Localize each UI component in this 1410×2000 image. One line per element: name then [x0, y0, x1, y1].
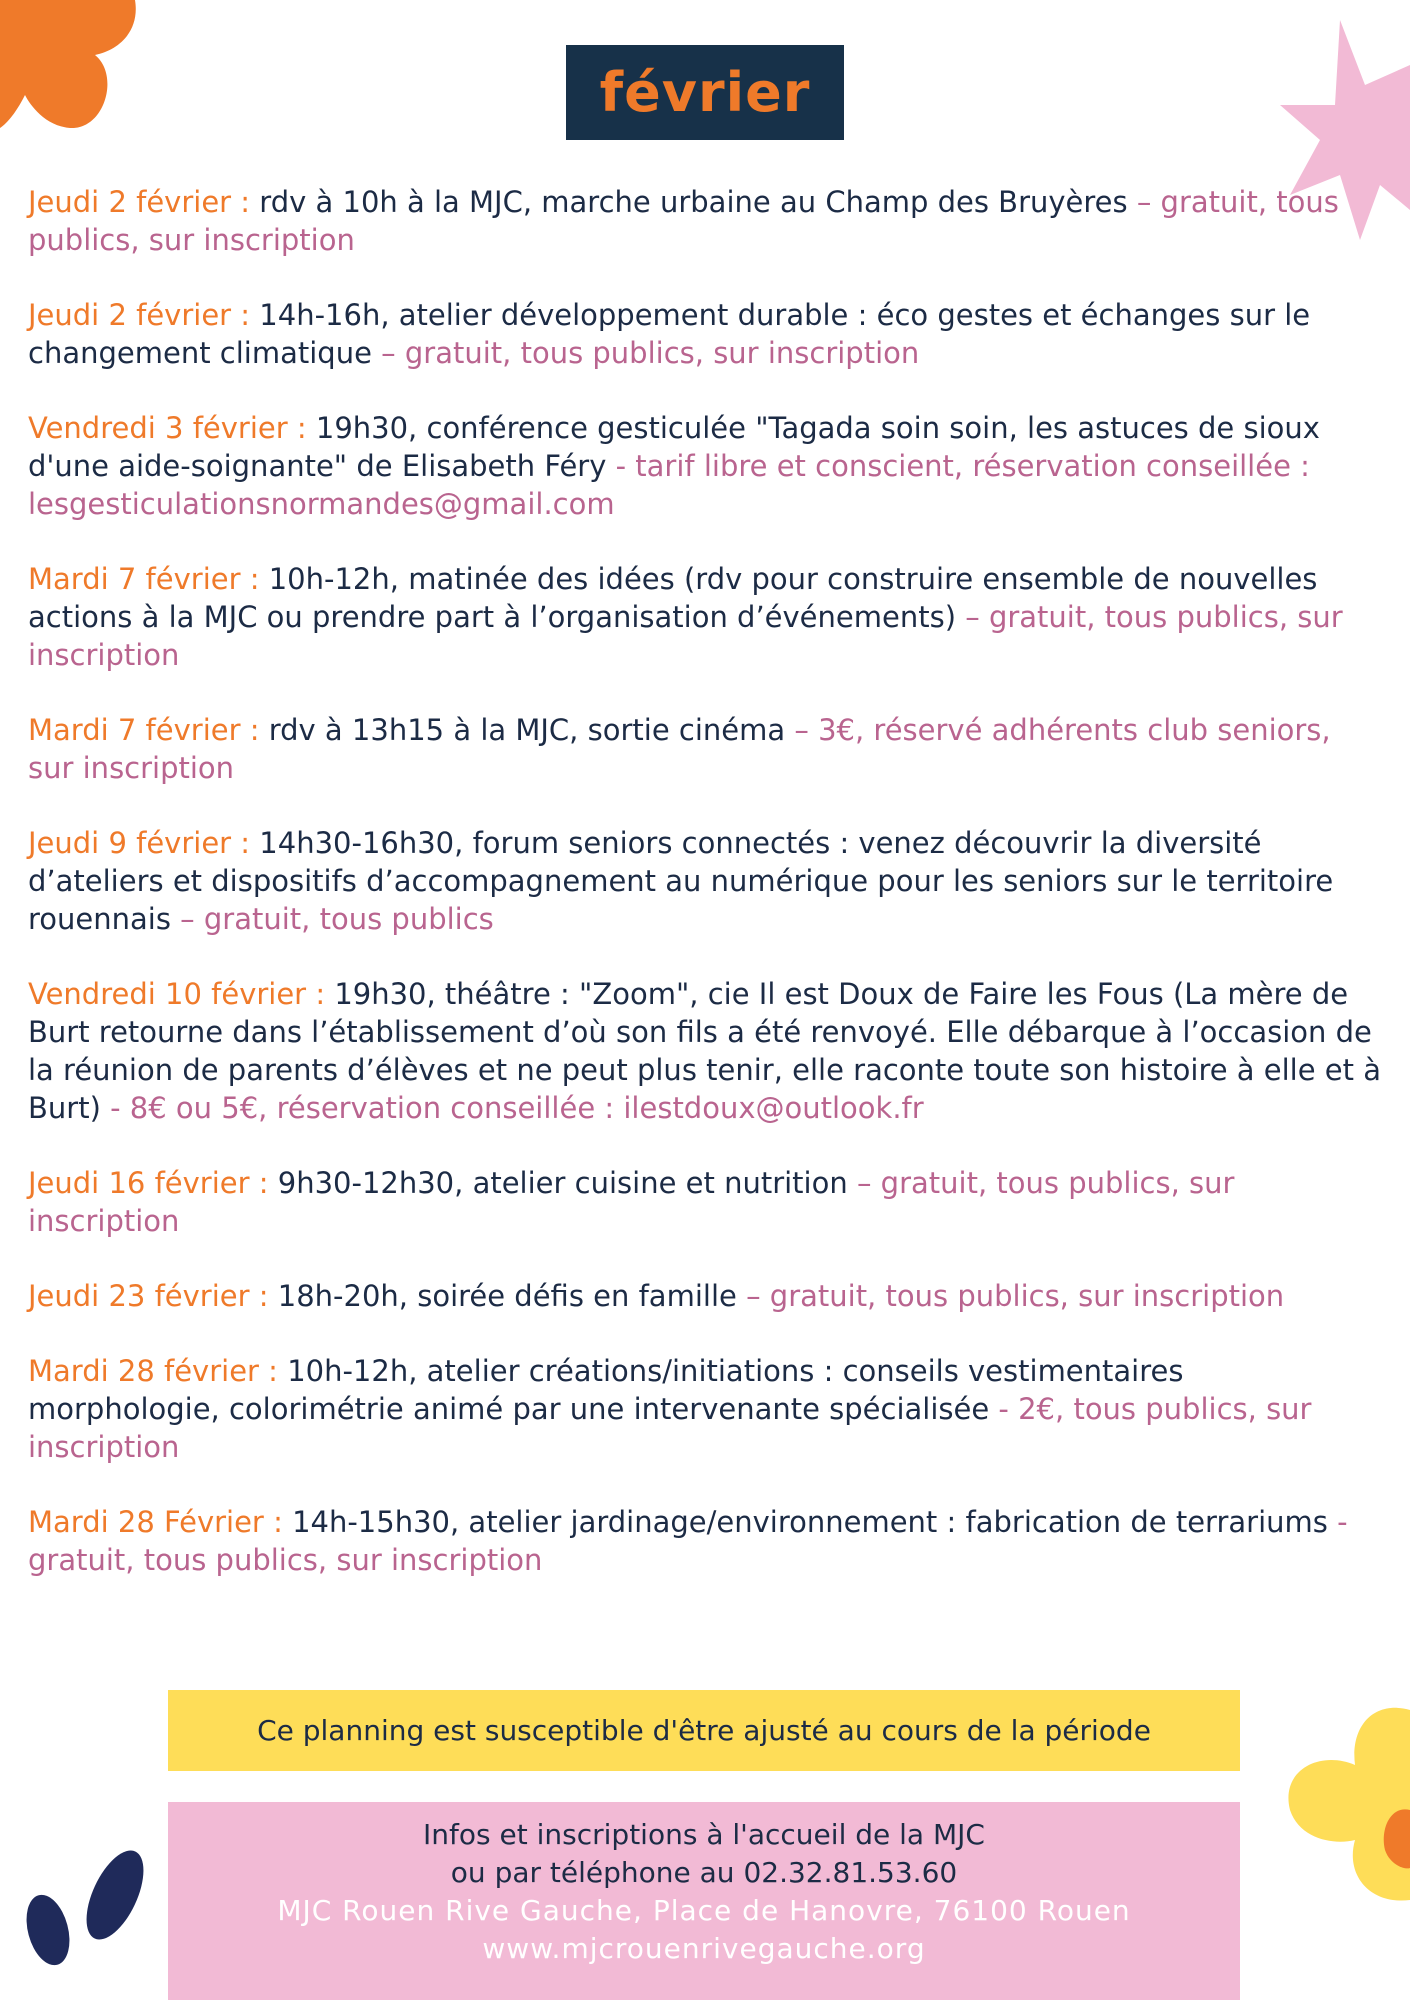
event-item [28, 1352, 1383, 1466]
event-date: Jeudi 2 février : [28, 298, 260, 332]
event-item [28, 560, 1383, 674]
event-item [28, 1277, 1383, 1315]
event-description: rdv à 10h à la MJC, marche urbaine au Champ des Bruyères [259, 185, 1137, 219]
events-list [28, 183, 1383, 1616]
event-item [28, 824, 1383, 938]
event-item [28, 1503, 1383, 1579]
event-info: – gratuit, tous publics, sur inscription [28, 600, 1343, 672]
event-date: Mardi 7 février : [28, 562, 269, 596]
event-info: – gratuit, tous publics [180, 902, 494, 936]
event-item [28, 296, 1383, 372]
event-date: Mardi 28 février : [28, 1354, 288, 1388]
event-date: Jeudi 16 février : [28, 1166, 278, 1200]
event-description: 18h-20h, soirée défis en famille [277, 1279, 747, 1313]
planning-notice-banner [168, 1690, 1240, 1771]
event-description: 14h30-16h30, forum seniors connectés : venez découvrir la diversité d’ateliers et dispositifs d’accompagnement au numérique pour les seniors sur le territoire rouennais [28, 826, 1334, 936]
month-title-box [566, 45, 844, 140]
event-date: Jeudi 23 février : [28, 1279, 278, 1313]
event-item [28, 183, 1383, 259]
event-description: 19h30, théâtre : "Zoom", cie Il est Doux de Faire les Fous (La mère de Burt retourne dans l’établissement d’où son fils a été renvoyé. Elle débarque à l’occasion de la réunion de parents d’élèves et ne peut plus tenir, elle raconte toute son histoire à elle et à Burt) [28, 977, 1382, 1125]
event-info: - 2€, tous publics, sur inscription [28, 1392, 1312, 1464]
event-item [28, 1164, 1383, 1240]
event-description: 19h30, conférence gesticulée "Tagada soin soin, les astuces de sioux d'une aide-soignante" de Elisabeth Féry [28, 411, 1320, 483]
event-description: 10h-12h, matinée des idées (rdv pour construire ensemble de nouvelles actions à la MJC ou prendre part à l’organisation d’événements) [28, 562, 1318, 634]
event-description: 9h30-12h30, atelier cuisine et nutrition [277, 1166, 857, 1200]
event-info: – gratuit, tous publics, sur inscription [746, 1279, 1285, 1313]
contact-phone-line: ou par téléphone au 02.32.81.53.60 [450, 1856, 958, 1889]
event-description: rdv à 13h15 à la MJC, sortie cinéma [268, 713, 795, 747]
event-info: – gratuit, tous publics, sur inscription [381, 336, 920, 370]
event-info: – 3€, réservé adhérents club seniors, sur inscription [28, 713, 1331, 785]
event-date: Mardi 7 février : [28, 713, 269, 747]
navy-leaves-icon [20, 1830, 145, 1970]
event-item [28, 975, 1383, 1127]
contact-address-line: MJC Rouen Rive Gauche, Place de Hanovre, 76100 Rouen [277, 1894, 1131, 1927]
event-date: Mardi 28 Février : [28, 1505, 293, 1539]
event-description: 14h-16h, atelier développement durable : éco gestes et échanges sur le changement climatique [28, 298, 1311, 370]
event-info: – gratuit, tous publics, sur inscription [28, 1166, 1235, 1238]
event-info: – gratuit, tous publics, sur inscription [28, 185, 1339, 257]
contact-info-line: Infos et inscriptions à l'accueil de la MJC [423, 1818, 985, 1851]
orange-flower-icon [0, 0, 150, 140]
website-link[interactable]: www.mjcrouenrivegauche.org [482, 1932, 926, 1965]
event-info: - 8€ ou 5€, réservation conseillée : ilestdoux@outlook.fr [110, 1091, 924, 1125]
event-date: Jeudi 9 février : [28, 826, 260, 860]
event-date: Jeudi 2 février : [28, 185, 260, 219]
event-info: - gratuit, tous publics, sur inscription [28, 1505, 1348, 1577]
event-description: 10h-12h, atelier créations/initiations : conseils vestimentaires morphologie, colorimétrie animé par une intervenante spécialisée [28, 1354, 1184, 1426]
event-description: 14h-15h30, atelier jardinage/environnement : fabrication de terrariums [292, 1505, 1338, 1539]
contact-box [168, 1802, 1240, 2000]
page-title: février [599, 61, 811, 124]
event-date: Vendredi 3 février : [28, 411, 316, 445]
event-info: - tarif libre et conscient, réservation conseillée : lesgesticulationsnormandes@gmail.com [28, 449, 1310, 521]
event-item [28, 711, 1383, 787]
event-date: Vendredi 10 février : [28, 977, 335, 1011]
planning-notice-text: Ce planning est susceptible d'être ajusté au cours de la période [257, 1714, 1151, 1747]
yellow-flower-icon [1265, 1690, 1410, 1910]
event-item [28, 409, 1383, 523]
